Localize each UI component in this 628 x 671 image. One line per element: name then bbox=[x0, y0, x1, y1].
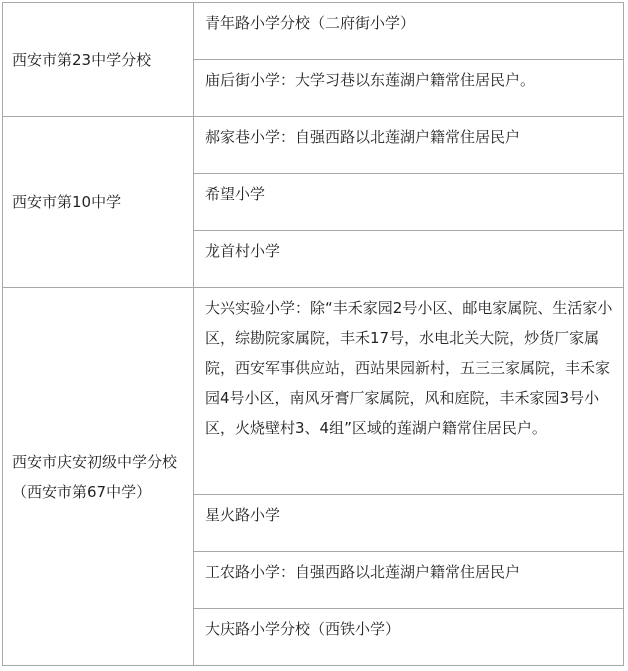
table-row bbox=[3, 117, 624, 174]
primary-school-cell: 青年路小学分校（二府街小学） bbox=[194, 3, 624, 60]
middle-school-cell: 西安市庆安初级中学分校（西安市第67中学） bbox=[3, 288, 194, 666]
primary-school-cell: 郝家巷小学：自强西路以北莲湖户籍常住居民户 bbox=[194, 117, 624, 174]
primary-school-cell: 龙首村小学 bbox=[194, 231, 624, 288]
middle-school-cell: 西安市第23中学分校 bbox=[3, 3, 194, 117]
primary-school-cell: 庙后街小学：大学习巷以东莲湖户籍常住居民户。 bbox=[194, 60, 624, 117]
table-row bbox=[3, 3, 624, 60]
primary-school-cell: 大庆路小学分校（西铁小学） bbox=[194, 609, 624, 666]
primary-school-cell: 大兴实验小学：除“丰禾家园2号小区、邮电家属院、生活家小区，综勘院家属院，丰禾17号，水电北关大院，炒货厂家属院，西安军事供应站，西站果园新村，五三三家属院，丰禾家园4号小区，南风牙膏厂家属院，风和庭院，丰禾家园3号小区，火烧壁村3、4组”区域的莲湖户籍常住居民户。 bbox=[194, 288, 624, 495]
primary-school-cell: 工农路小学：自强西路以北莲湖户籍常住居民户 bbox=[194, 552, 624, 609]
primary-school-cell: 星火路小学 bbox=[194, 495, 624, 552]
school-district-table bbox=[2, 2, 624, 666]
middle-school-cell: 西安市第10中学 bbox=[3, 117, 194, 288]
table-row bbox=[3, 288, 624, 495]
primary-school-cell: 希望小学 bbox=[194, 174, 624, 231]
